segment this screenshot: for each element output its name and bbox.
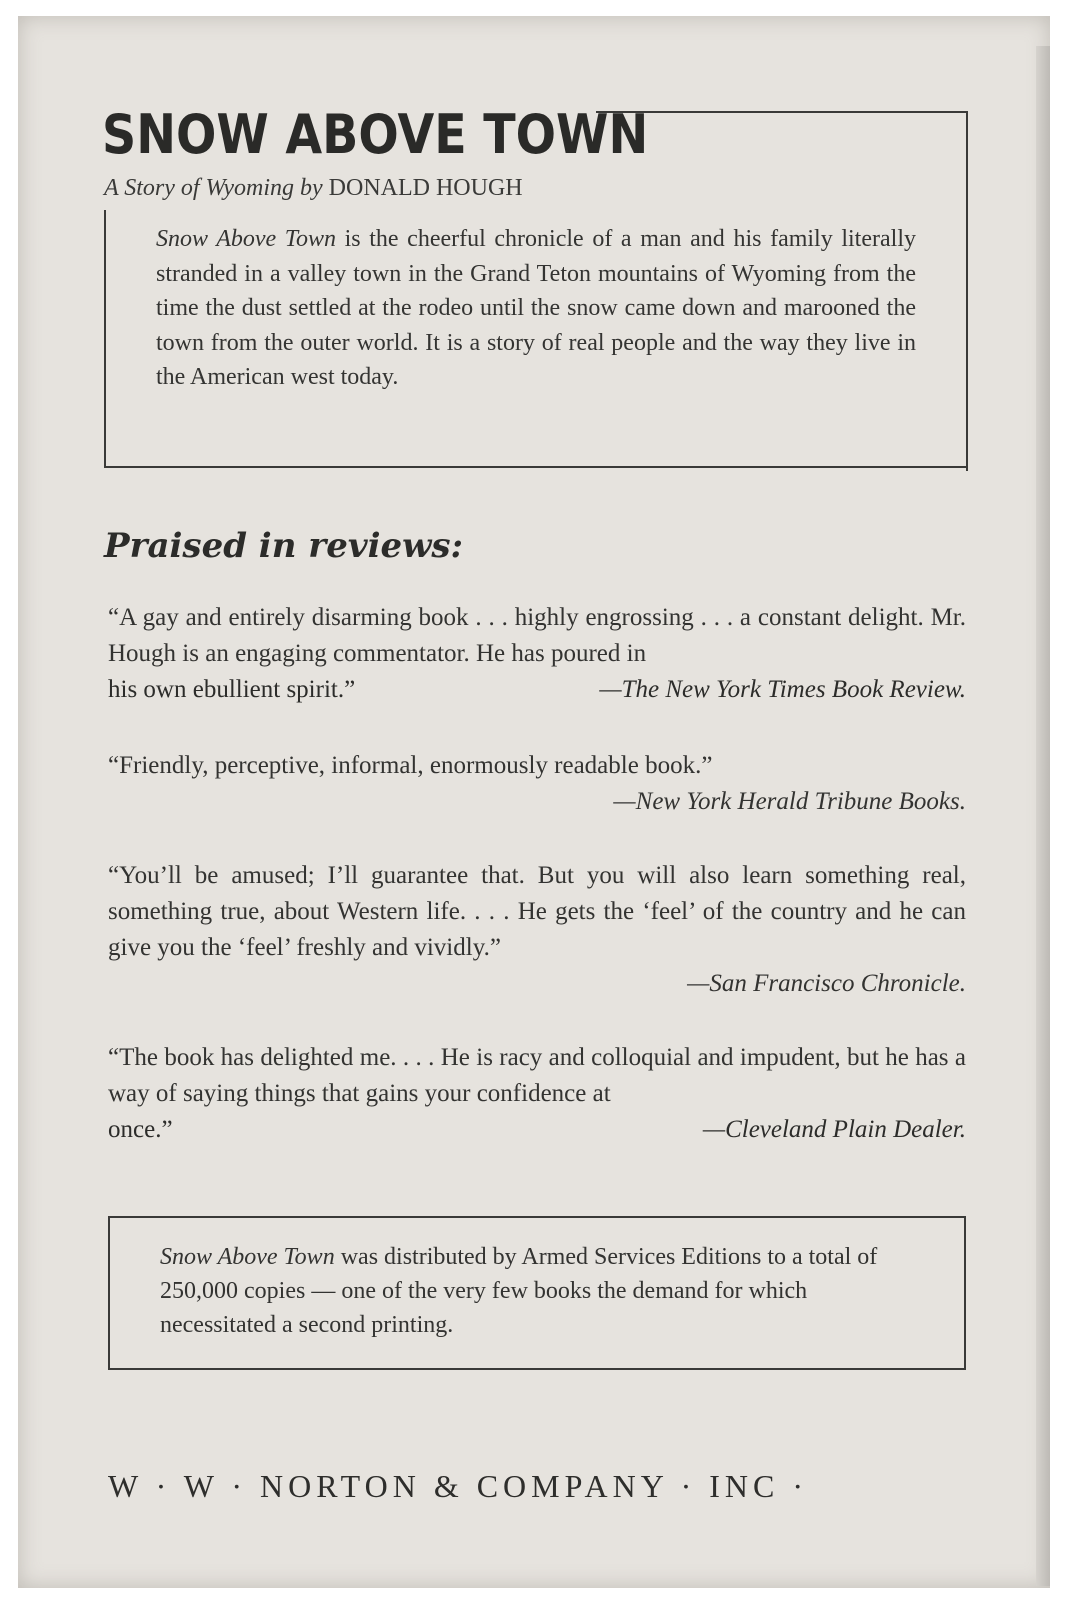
- subtitle-prefix: A Story of Wyoming by: [104, 175, 329, 201]
- review-quote: “The book has delighted me. . . . He is racy and colloquial and impudent, but he has a way of saying things that gains your confidence at: [108, 1044, 966, 1107]
- ase-note-text: was distributed by Armed Services Editions to a total of 250,000 copies — one of the very few books the demand for which necessitated a second printing.: [160, 1244, 878, 1338]
- review-quote: “You’ll be amused; I’ll guarantee that. But you will also learn something real, something true, about Western life. . . . He gets the ‘feel’ of the country and he can give you the ‘feel’ freshly and vividly.”: [108, 862, 966, 961]
- book-title: SNOW ABOVE TOWN: [102, 103, 649, 166]
- review-quote-end: his own ebullient spirit.”: [108, 676, 356, 703]
- review-quote: “A gay and entirely disarming book . . . highly engrossing . . . a constant delight. Mr. Hough is an engaging commentator. He has poured in: [108, 604, 966, 667]
- synopsis-text: is the cheerful chronicle of a man and his family literally stranded in a valley town in the Grand Teton mountains of Wyoming from the time the dust settled at the rodeo until the snow came down and marooned the town from the outer world. It is a story of real people and the way they live in the American west today.: [156, 226, 916, 390]
- subtitle: [104, 172, 523, 204]
- synopsis-frame-bottom: [104, 466, 968, 468]
- review-quote-last-line: [108, 672, 966, 708]
- review-quote-last-line: [108, 1112, 966, 1148]
- review-4: [108, 1040, 966, 1148]
- review-2: [108, 748, 966, 820]
- synopsis-book-title: Snow Above Town: [156, 226, 336, 252]
- review-source: —San Francisco Chronicle.: [687, 970, 966, 997]
- ase-note: [160, 1240, 920, 1342]
- review-1: [108, 600, 966, 708]
- review-source: —Cleveland Plain Dealer.: [702, 1116, 966, 1143]
- jacket-edge: [1036, 46, 1050, 1586]
- review-quote-end: once.”: [108, 1116, 173, 1143]
- praise-heading: Praised in reviews:: [104, 526, 464, 566]
- review-source: —The New York Times Book Review.: [599, 676, 966, 703]
- author-name: DONALD HOUGH: [328, 175, 523, 201]
- synopsis-frame-left: [104, 210, 106, 468]
- publisher-imprint: W · W · NORTON & COMPANY · INC ·: [108, 1468, 809, 1504]
- review-quote: “Friendly, perceptive, informal, enormously readable book.”: [108, 752, 713, 779]
- review-source: —New York Herald Tribune Books.: [613, 788, 966, 815]
- ase-book-title: Snow Above Town: [160, 1244, 335, 1270]
- synopsis: [156, 222, 916, 395]
- review-3: [108, 858, 966, 1002]
